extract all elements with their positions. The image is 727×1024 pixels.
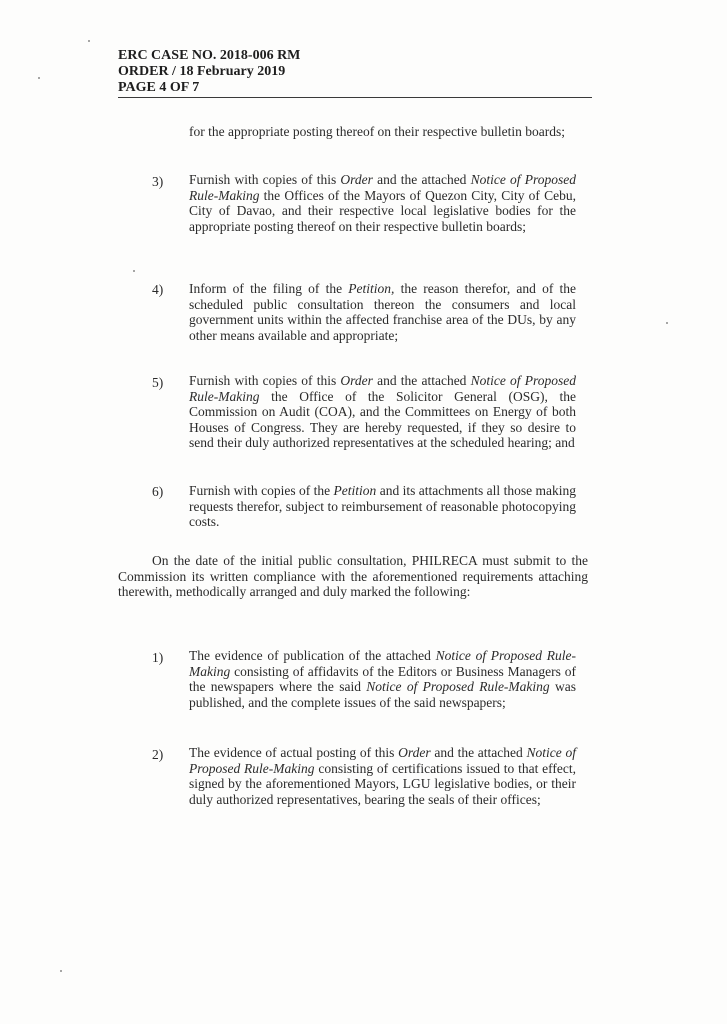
list-item-4: [189, 281, 576, 343]
italic-text: Notice of Proposed Rule-Making: [189, 373, 576, 404]
text: and the attached: [372, 172, 471, 187]
text: and the attached: [430, 745, 527, 760]
text: was published, and the complete issues of the said newspapers;: [189, 679, 576, 710]
text: Furnish with copies of the: [189, 483, 334, 498]
header-rule: [118, 97, 592, 98]
text: Furnish with copies of this: [189, 373, 341, 388]
page-number: PAGE 4 OF 7: [118, 80, 200, 95]
requirement-1: [189, 648, 576, 710]
text: and its attachments all those making requests therefor, subject to reimbursement of reasonable photocopying costs.: [189, 483, 576, 530]
italic-text: Notice of Proposed Rule-Making: [366, 679, 550, 695]
italic-text: Notice of Proposed Rule-Making: [189, 745, 576, 776]
text: the reason therefor, and of the scheduled public consultation thereon the consumers and local government units within the affected franchise area of the DUs, by any other means available and appropriate;: [189, 281, 577, 343]
italic-text: Order: [398, 745, 431, 760]
case-number: ERC CASE NO. 2018-006 RM: [118, 48, 301, 63]
item-number: 2): [152, 747, 164, 762]
item-number: 3): [152, 174, 164, 189]
text: consisting of certifications issued to that effect, signed by the aforementioned Mayors, LGU legislative bodies, or their duly authorized representatives, bearing the seals of their offices;: [189, 760, 576, 807]
continuation-text: for the appropriate posting thereof on their respective bulletin boards;: [189, 124, 566, 139]
list-item-3: [189, 172, 576, 234]
italic-text: Notice of Proposed Rule-Making: [189, 172, 576, 203]
requirement-2: [189, 745, 576, 807]
italic-text: Petition,: [348, 281, 395, 296]
scan-speck: [133, 270, 135, 272]
italic-text: Order: [340, 172, 373, 187]
scan-speck: [88, 40, 90, 42]
text: and the attached: [372, 373, 471, 388]
italic-text: Notice of Proposed Rule-Making: [189, 648, 576, 679]
item-number: 4): [152, 282, 164, 297]
document-header: [118, 48, 300, 96]
order-date: ORDER / 18 February 2019: [118, 64, 286, 79]
item-number: 1): [152, 650, 164, 665]
italic-text: Petition: [333, 483, 377, 498]
text: The evidence of publication of the attached: [189, 648, 436, 663]
list-item-6: [189, 483, 576, 530]
scan-speck: [60, 970, 62, 972]
scan-speck: [38, 77, 40, 79]
text: the Office of the Solicitor General (OSG), the Commission on Audit (COA), and the Committees on Energy of both Houses of Congress. They are hereby requested, if they so desire to send their duly authorized representatives at the scheduled hearing; and: [189, 388, 576, 451]
compliance-paragraph: On the date of the initial public consultation, PHILRECA must submit to the Commission its written compliance with the aforementioned requirements attaching therewith, methodically arranged and duly marked the following:: [118, 553, 588, 600]
text: Inform of the filing of the: [189, 281, 349, 296]
text: the Offices of the Mayors of Quezon City, City of Cebu, City of Davao, and their respective local legislative bodies for the appropriate posting thereof on their respective bulletin boards;: [189, 187, 576, 234]
text: The evidence of actual posting of this: [189, 745, 399, 760]
item-number: 6): [152, 484, 164, 499]
item-number: 5): [152, 375, 164, 390]
italic-text: Order: [340, 373, 373, 388]
list-item-5: [189, 373, 576, 451]
scan-speck: [666, 322, 668, 324]
text: consisting of affidavits of the Editors or Business Managers of the newspapers where the said: [189, 663, 576, 695]
text: Furnish with copies of this: [189, 172, 341, 187]
